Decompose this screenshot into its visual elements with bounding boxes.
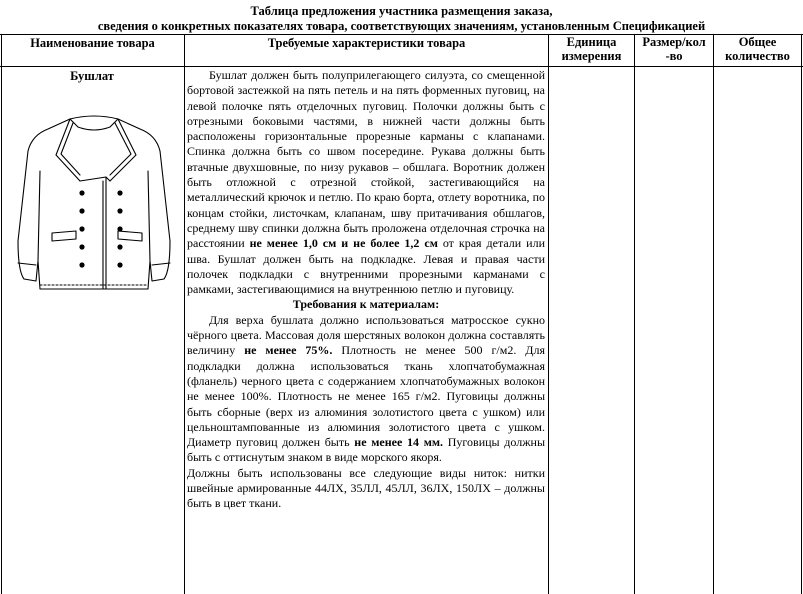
header-name bbox=[1, 35, 184, 66]
header-total-line-2: количество bbox=[725, 49, 790, 63]
header-unit-line-2: измерения bbox=[561, 49, 622, 63]
column-divider-3 bbox=[634, 34, 635, 594]
column-divider-1 bbox=[184, 34, 185, 594]
construction-text: Бушлат должен быть полуприлегающего силуэта, со смещенной бортовой застежкой на пять петель и на пять форменных пуговиц, на левой полочке пять отделочных пуговиц. Полочки должны быть с отрезными боковыми частями, в нижней части должны быть расположены горизонтальные прорезные карманы с клапанами. Спинка должна быть со швом посередине. Рукава должны быть втачные двухшовные, по низу рукавов – обшлага. Воротник должен быть отложной с отрезной стойкой, застегивающийся на металлический крючок и петлю. По краю борта, отлету воротника, по концам стойки, листочкам, клапанам, шву притачивания обшлагов, среднему шву спинки должна быть проложена отделочная строчка на расстоянии bbox=[187, 68, 545, 251]
table-title-line-2: сведения о конкретных показателях товара, соответствующих значениям, установленным Спецификацией bbox=[97, 19, 706, 33]
header-characteristics bbox=[185, 35, 548, 66]
border-right bbox=[801, 34, 802, 594]
materials-text: Для верха бушлата должно использоваться матросское сукно чёрного цвета. Массовая доля шерстяных волокон должна составлять величину bbox=[187, 312, 545, 358]
column-divider-2 bbox=[548, 34, 549, 594]
header-total-line-1: Общее bbox=[738, 35, 777, 49]
description-paragraph-materials bbox=[187, 313, 545, 466]
construction-text-end: от края детали или шва. Бушлат должен быть на подкладке. Левая и правая части полочек подкладки с внутренними прорезными карманами с рамками, застегивающимися на внутреннюю петлю и пуговицу. bbox=[187, 236, 546, 297]
stitch-distance-requirement: не менее 1,0 см и не более 1,2 см bbox=[249, 236, 438, 251]
header-size-line-2: -во bbox=[665, 49, 683, 63]
header-total-quantity bbox=[714, 35, 801, 66]
header-size-quantity bbox=[635, 35, 713, 66]
description-paragraph-construction bbox=[187, 68, 545, 297]
materials-text-cont: Плотность не менее 500 г/м2. Для подкладки должна использоваться ткань хлопчатобумажная (фланель) черного цвета с содержанием хлопчатобумажных волокон не менее 100%. Плотность не менее 165 г/м2. Пуговицы должны быть сборные (верх из алюминия золотистого цвета с ушком) или цельноштампованные из алюминия золотистого цвета с ушком. Диаметр пуговиц должен быть bbox=[187, 343, 545, 450]
header-unit-line-1: Единица bbox=[566, 35, 617, 49]
materials-text-end: Пуговицы должны быть с оттиснутым знаком в виде морского якоря. bbox=[187, 435, 546, 465]
product-description bbox=[187, 68, 545, 512]
column-divider-4 bbox=[713, 34, 714, 594]
description-paragraph-threads: Должны быть использованы все следующие виды ниток: нитки швейные армированные 44ЛХ, 35ЛЛ, 45ЛЛ, 36ЛХ, 150ЛХ – должны быть в цвет ткани. bbox=[187, 465, 545, 511]
button-diameter-requirement: не менее 14 мм. bbox=[354, 435, 444, 450]
header-divider bbox=[0, 66, 803, 67]
wool-content-requirement: не менее 75%. bbox=[244, 343, 333, 358]
product-name: Бушлат bbox=[70, 69, 114, 83]
jacket-illustration bbox=[14, 111, 174, 293]
header-size-line-1: Размер/кол bbox=[642, 35, 706, 49]
header-unit bbox=[549, 35, 634, 66]
specification-table bbox=[0, 34, 803, 594]
border-left bbox=[1, 34, 2, 594]
table-title-line-1: Таблица предложения участника размещения заказа, bbox=[250, 4, 553, 18]
header-name-label: Наименование товара bbox=[30, 36, 155, 50]
header-characteristics-label: Требуемые характеристики товара bbox=[267, 36, 466, 50]
materials-heading: Требования к материалам: bbox=[292, 297, 440, 312]
